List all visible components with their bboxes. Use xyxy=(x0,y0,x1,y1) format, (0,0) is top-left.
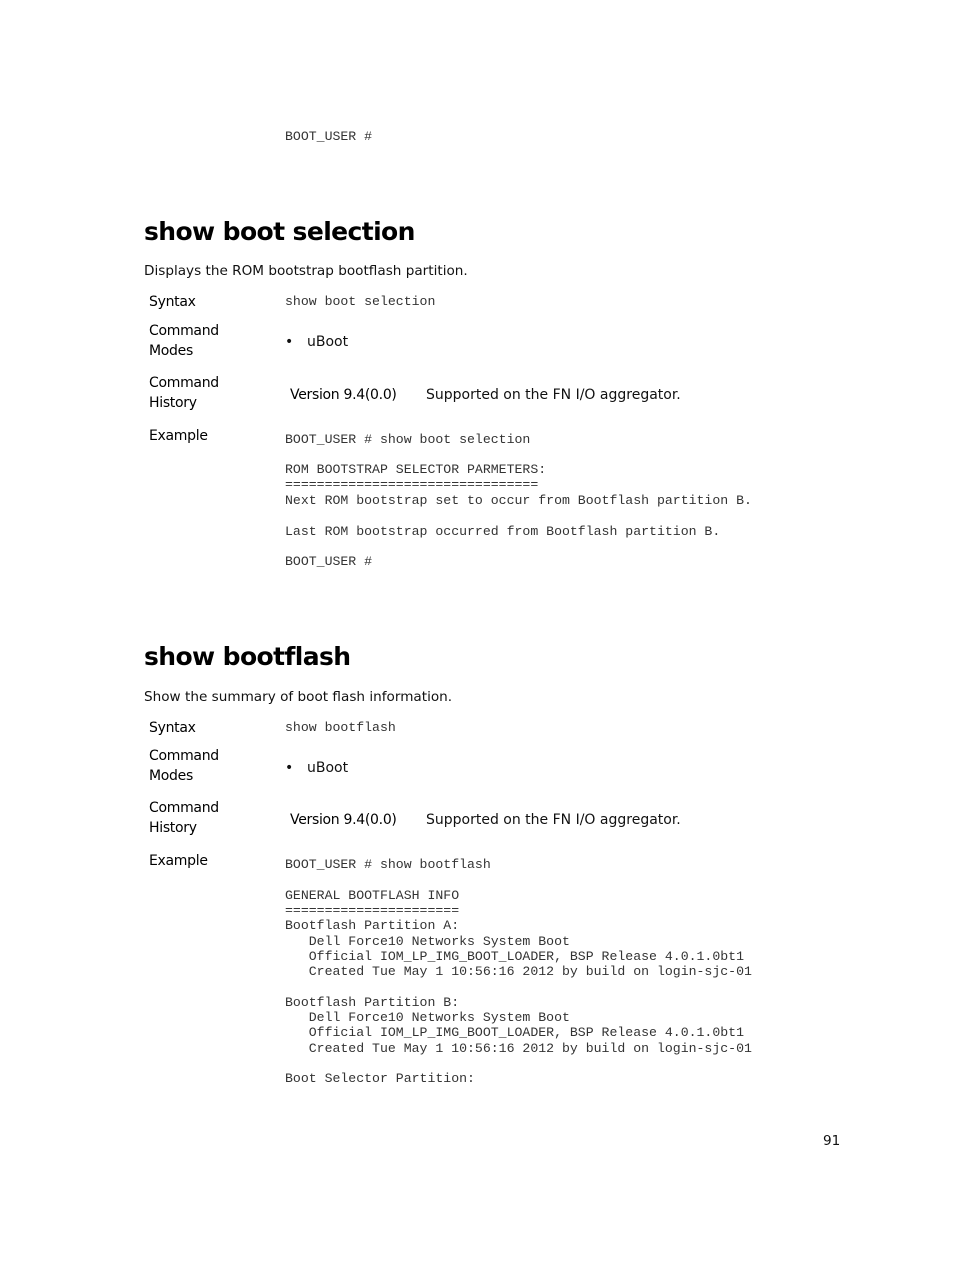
mode-text: uBoot xyxy=(307,334,349,350)
code-line: Dell Force10 Networks System Boot xyxy=(285,934,570,949)
example-label: Example xyxy=(149,853,208,869)
code-line: BOOT_USER # xyxy=(285,554,373,569)
code-line: ROM BOOTSTRAP SELECTOR PARMETERS: xyxy=(285,462,547,477)
label-line: Modes xyxy=(149,767,193,784)
command-modes-label xyxy=(149,322,219,361)
code-line: Bootflash Partition A: xyxy=(285,918,460,933)
section-description: Show the summary of boot flash information. xyxy=(144,689,453,705)
command-modes-label xyxy=(149,747,219,786)
code-line: Bootflash Partition B: xyxy=(285,995,460,1010)
label-line: Command xyxy=(149,800,219,816)
code-line: Last ROM bootstrap occurred from Bootflash partition B. xyxy=(285,524,721,539)
history-description: Supported on the FN I/O aggregator. xyxy=(426,387,681,403)
command-history-label xyxy=(149,374,219,413)
history-description: Supported on the FN I/O aggregator. xyxy=(426,812,681,828)
code-line: Dell Force10 Networks System Boot xyxy=(285,1010,570,1025)
syntax-label: Syntax xyxy=(149,720,196,736)
bullet-icon: • xyxy=(285,334,294,350)
syntax-label: Syntax xyxy=(149,294,196,310)
label-line: Command xyxy=(149,375,219,391)
page-number: 91 xyxy=(823,1133,841,1149)
history-version: Version 9.4(0.0) xyxy=(290,387,397,403)
label-line: History xyxy=(149,394,197,411)
code-line: Boot Selector Partition: xyxy=(285,1071,475,1086)
code-line: Next ROM bootstrap set to occur from Bootflash partition B. xyxy=(285,493,752,508)
label-line: Command xyxy=(149,748,219,764)
history-version: Version 9.4(0.0) xyxy=(290,812,397,828)
mode-text: uBoot xyxy=(307,760,349,776)
code-line: BOOT_USER # show boot selection xyxy=(285,432,531,447)
label-line: Modes xyxy=(149,342,193,359)
command-mode-item xyxy=(285,333,348,351)
label-line: History xyxy=(149,819,197,836)
syntax-command: show bootflash xyxy=(285,720,396,735)
bullet-icon: • xyxy=(285,760,294,776)
section-title: show boot selection xyxy=(144,217,415,246)
code-line: Official IOM_LP_IMG_BOOT_LOADER, BSP Release 4.0.1.0bt1 xyxy=(285,1025,744,1040)
example-label: Example xyxy=(149,428,208,444)
section-description: Displays the ROM bootstrap bootflash partition. xyxy=(144,263,468,279)
top-prompt: BOOT_USER # xyxy=(285,129,373,144)
code-line: Created Tue May 1 10:56:16 2012 by build on login-sjc-01 xyxy=(285,964,752,979)
code-line: BOOT_USER # show bootflash xyxy=(285,857,491,872)
code-line: Created Tue May 1 10:56:16 2012 by build on login-sjc-01 xyxy=(285,1041,752,1056)
label-line: Command xyxy=(149,323,219,339)
command-mode-item xyxy=(285,759,348,777)
code-line: Official IOM_LP_IMG_BOOT_LOADER, BSP Release 4.0.1.0bt1 xyxy=(285,949,744,964)
code-line: GENERAL BOOTFLASH INFO xyxy=(285,888,460,903)
section-title: show bootflash xyxy=(144,642,351,671)
syntax-command: show boot selection xyxy=(285,294,436,309)
command-history-label xyxy=(149,799,219,838)
code-line: ====================== xyxy=(285,903,460,918)
code-line: ================================ xyxy=(285,477,539,492)
